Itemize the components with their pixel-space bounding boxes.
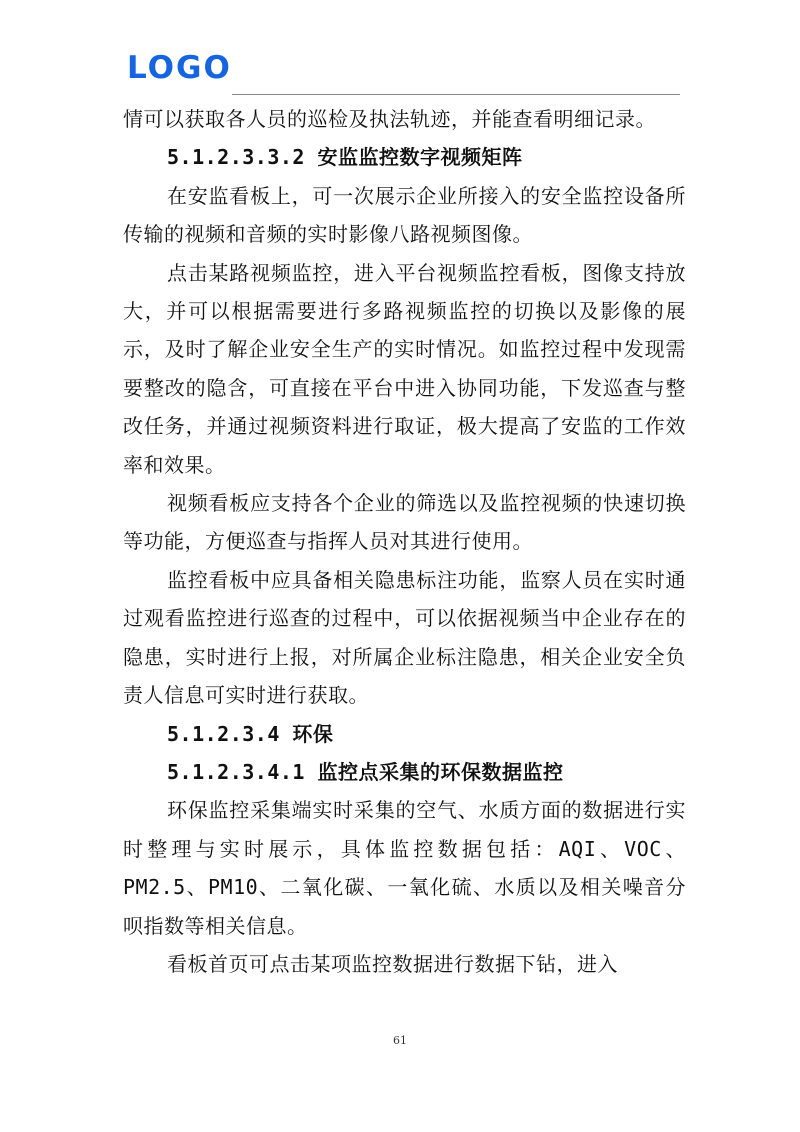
paragraph-hazard-marking: 监控看板中应具备相关隐患标注功能，监察人员在实时通过观看监控进行巡查的过程中，可以依据视频当中企业存在的隐患，实时进行上报，对所属企业标注隐患，相关企业安全负责人信息可实时进行获取。 — [123, 567, 686, 708]
header-divider — [232, 94, 680, 95]
section-heading-video-matrix: 5.1.2.3.3.2 安监监控数字视频矩阵 — [167, 145, 523, 170]
paragraph-video-click: 点击某路视频监控，进入平台视频监控看板，图像支持放大，并可以根据需要进行多路视频监控的切换以及影像的展示，及时了解企业安全生产的实时情况。如监控过程中发现需要整改的隐含，可直接在平台中进入协同功能，下发巡查与整改任务，并通过视频资料进行取证，极大提高了安监的工作效率和效果。 — [123, 260, 686, 477]
section-heading-environment: 5.1.2.3.4 环保 — [167, 721, 334, 746]
page-number: 61 — [393, 1034, 407, 1047]
document-body — [123, 100, 686, 983]
paragraph-video-board: 在安监看板上，可一次展示企业所接入的安全监控设备所传输的视频和音频的实时影像八路视频图像。 — [123, 183, 686, 247]
logo: LOGO — [127, 50, 232, 86]
paragraph-video-filter: 视频看板应支持各个企业的筛选以及监控视频的快速切换等功能，方便巡查与指挥人员对其进行使用。 — [123, 491, 686, 554]
section-heading-env-monitoring: 5.1.2.3.4.1 监控点采集的环保数据监控 — [167, 759, 564, 784]
paragraph-env-data: 环保监控采集端实时采集的空气、水质方面的数据进行实时整理与实时展示，具体监控数据包括：AQI、VOC、PM2.5、PM10、二氧化碳、一氧化硫、水质以及相关噪音分呗指数等相关信息。 — [123, 798, 686, 938]
paragraph-drilldown: 看板首页可点击某项监控数据进行数据下钻，进入 — [167, 951, 618, 976]
paragraph-inspection-tracks: 情可以获取各人员的巡检及执法轨迹，并能查看明细记录。 — [123, 107, 656, 131]
